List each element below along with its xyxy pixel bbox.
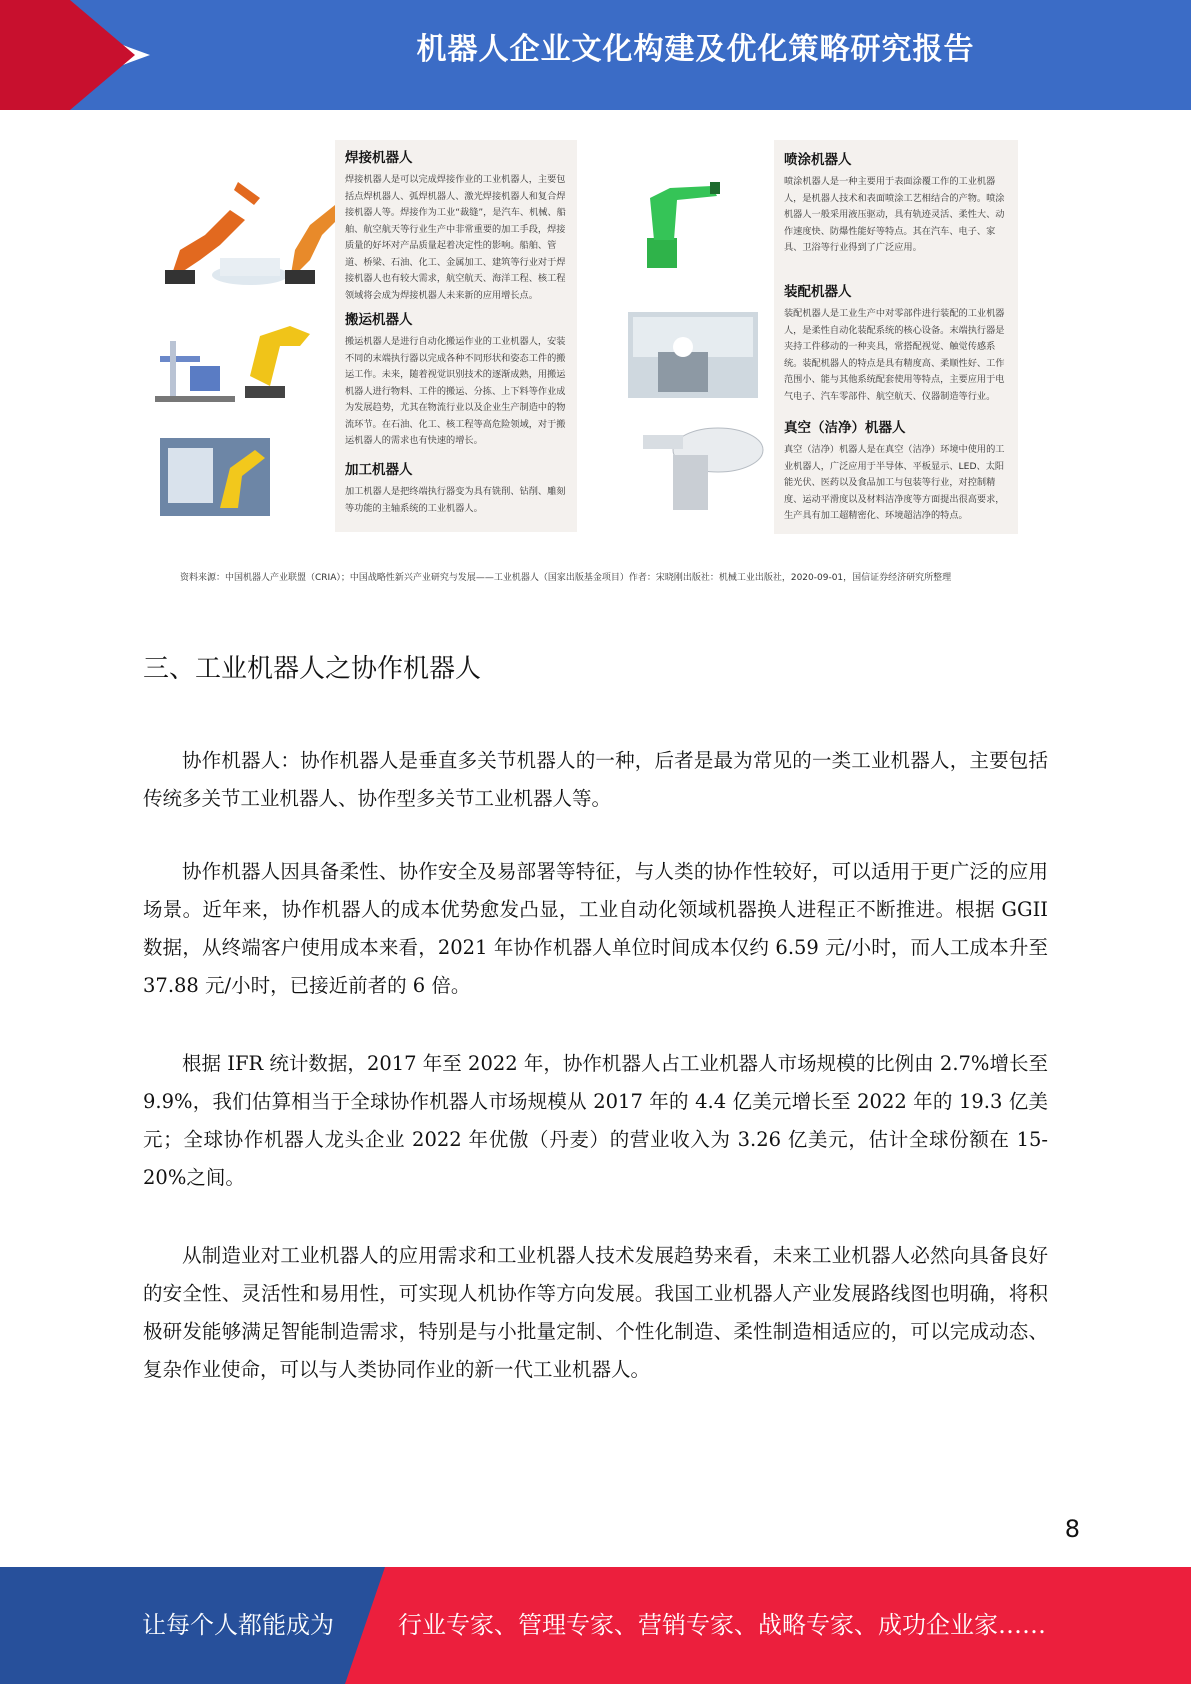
vacuum-robot-desc: 真空（洁净）机器人是在真空（洁净）环境中使用的工业机器人，广泛应用于半导体、平板显示、LED、太阳能光伏、医药以及食品加工与包装等行业，对控制精度、运动平滑度以及材料洁净度等方面提出很高要求，生产具有加工超精密化、环境超洁净的特点。 [784,444,1005,521]
welding-robot-card [335,140,577,308]
paragraph-4: 从制造业对工业机器人的应用需求和工业机器人技术发展趋势来看，未来工业机器人必然向具备良好的安全性、灵活性和易用性，可实现人机协作等方向发展。我国工业机器人产业发展路线图也明确，将积极研发能够满足智能制造需求，特别是与小批量定制、个性化制造、柔性制造相适应的，可以完成动态、复杂作业使命，可以与人类协同作业的新一代工业机器人。 [143,1244,1048,1381]
header-red-block [0,0,70,110]
handling-robot-photo [150,316,330,416]
assembly-robot-card [774,272,1018,416]
footer-slogan-left: 让每个人都能成为 [142,1611,334,1639]
paragraph-1: 协作机器人：协作机器人是垂直多关节机器人的一种，后者是最为常见的一类工业机器人，主要包括传统多关节工业机器人、协作型多关节工业机器人等。 [143,749,1048,810]
machining-robot-card [335,452,577,532]
vacuum-robot-photo [628,410,768,520]
figure-source-credit: 资料来源：中国机器人产业联盟（CRIA）；中国战略性新兴产业研究与发展——工业机器人（国家出版基金项目）作者：宋晓刚出版社：机械工业出版社，2020-09-01，国信证券经济研究所整理 [180,573,952,583]
section-title: 三、工业机器人之协作机器人 [143,654,482,684]
welding-robot-desc: 焊接机器人是可以完成焊接作业的工业机器人，主要包括点焊机器人、弧焊机器人、激光焊接机器人和复合焊接机器人等。焊接作为工业“裁缝”，是汽车、机械、船舶、航空航天等行业生产中非常重要的加工手段，焊接质量的好坏对产品质量起着决定性的影响。船舶、管道、桥梁、石油、化工、金属加工、建筑等行业对于焊接机器人也有较大需求，航空航天、海洋工程、核工程领域将会成为焊接机器人未来新的应用增长点。 [345,174,566,301]
footer-slogan-right: 行业专家、管理专家、营销专家、战略专家、成功企业家…… [398,1611,1046,1639]
paragraph-3: 根据 IFR 统计数据，2017 年至 2022 年，协作机器人占工业机器人市场规模的比例由 2.7%增长至 9.9%，我们估算相当于全球协作机器人市场规模从 2017 年的 4.4 亿美元增长至 2022 年的 19.3 亿美元；全球协作机器人龙头企业 2022 年优傲（丹麦）的营业收入为 3.26 亿美元，估计全球份额在 15-20%之间。 [143,1052,1048,1189]
spraying-robot-desc: 喷涂机器人是一种主要用于表面涂覆工作的工业机器人，是机器人技术和表面喷涂工艺相结合的产物。喷涂机器人一般采用液压驱动，具有轨迹灵活、柔性大、动作速度快、防爆性能好等特点。其在汽车、电子、家具、卫浴等行业得到了广泛应用。 [784,176,1005,253]
page-footer [0,1567,1191,1684]
paragraph-2: 协作机器人因具备柔性、协作安全及易部署等特征，与人类的协作性较好，可以适用于更广泛的应用场景。近年来，协作机器人的成本优势愈发凸显，工业自动化领域机器换人进程正不断推进。根据 GGII 数据，从终端客户使用成本来看，2021 年协作机器人单位时间成本仅约 6.59 元/小时，而人工成本升至 37.88 元/小时，已接近前者的 6 倍。 [143,860,1048,997]
page-header [0,0,1191,110]
assembly-robot-desc: 装配机器人是工业生产中对零部件进行装配的工业机器人，是柔性自动化装配系统的核心设备。末端执行器是夹持工件移动的一种夹具，常搭配视觉、触觉传感系统。装配机器人的特点是具有精度高、柔顺性好、工作范围小、能与其他系统配套使用等特点，主要应用于电气电子、汽车零部件、航空航天、仪器制造等行业。 [784,308,1005,402]
robot-types-figure [150,148,1035,560]
spraying-robot-title: 喷涂机器人 [784,152,852,168]
handling-robot-card [335,302,577,458]
spraying-robot-photo [622,168,742,273]
welding-robot-title: 焊接机器人 [345,150,413,166]
header-red-chevron [70,0,135,110]
machining-robot-desc: 加工机器人是把终端执行器变为具有铣削、钻削、雕刻等功能的主轴系统的工业机器人。 [345,486,566,514]
page-number: 8 [1064,1515,1080,1543]
vacuum-robot-title: 真空（洁净）机器人 [784,420,906,436]
welding-robot-photo [150,170,355,295]
assembly-robot-photo [628,312,758,398]
header-title: 机器人企业文化构建及优化策略研究报告 [416,32,975,67]
handling-robot-title: 搬运机器人 [345,312,413,328]
machining-robot-photo [160,438,270,516]
machining-robot-title: 加工机器人 [345,462,413,478]
assembly-robot-title: 装配机器人 [784,284,852,300]
handling-robot-desc: 搬运机器人是进行自动化搬运作业的工业机器人，安装不同的末端执行器以完成各种不同形状和姿态工件的搬运工作。未来，随着视觉识别技术的逐渐成熟，用搬运机器人进行物料、工件的搬运、分拣、上下料等作业成为发展趋势，尤其在物流行业以及企业生产制造中的物流环节。在石油、化工、核工程等高危险领域，对于搬运机器人的需求也有快速的增长。 [345,336,566,446]
vacuum-robot-card [774,408,1018,534]
spraying-robot-card [774,140,1018,280]
